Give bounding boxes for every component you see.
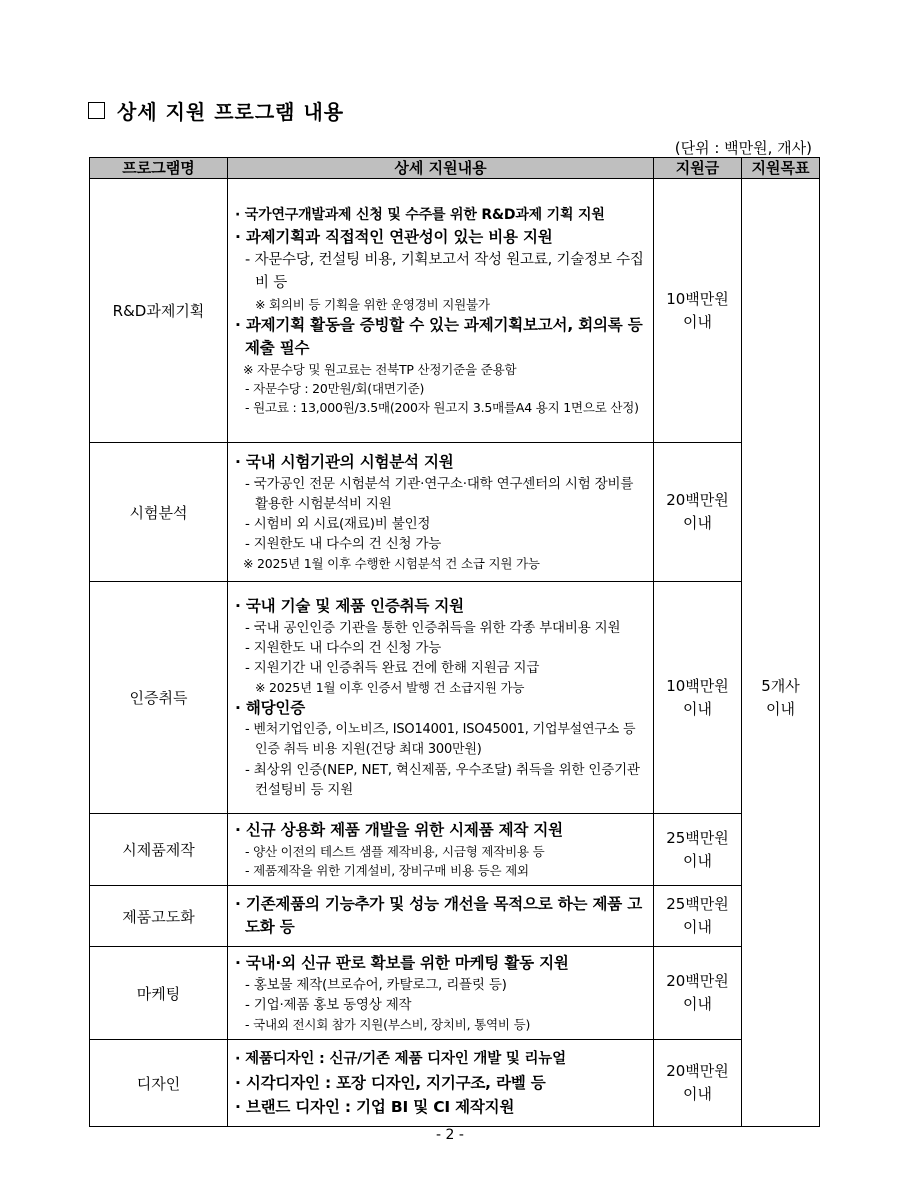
table-row — [90, 814, 820, 886]
column-header-goal: 지원목표 — [742, 158, 820, 179]
detail-bullet: · 브랜드 디자인 : 기업 BI 및 CI 제작지원 — [235, 1098, 515, 1116]
detail-item: - 지원한도 내 다수의 건 신청 가능 — [245, 640, 442, 656]
table-row — [90, 947, 820, 1040]
amount-value: 25백만원 — [666, 895, 729, 913]
detail-item: - 자문수당, 컨설팅 비용, 기획보고서 작성 원고료, 기술정보 수집비 등 — [245, 251, 644, 291]
goal-cell-mid — [742, 947, 820, 1040]
section-heading — [88, 96, 344, 125]
goal-cell — [742, 582, 820, 814]
detail-item: - 최상위 인증(NEP, NET, 혁신제품, 우수조달) 취득을 위한 인증기관 컨설팅비 등 지원 — [245, 762, 640, 798]
detail-bullet: · 기존제품의 기능추가 및 성능 개선을 목적으로 하는 제품 고도화 등 — [235, 895, 643, 936]
amount-suffix: 이내 — [683, 699, 712, 718]
goal-value: 5개사 — [761, 676, 800, 695]
program-detail — [228, 179, 654, 443]
detail-bullet: · 신규 상용화 제품 개발을 위한 시제품 제작 지원 — [235, 821, 563, 839]
amount-cell — [654, 1040, 742, 1127]
column-header-detail: 상세 지원내용 — [228, 158, 654, 179]
table-row — [90, 443, 820, 582]
amount-suffix: 이내 — [683, 1085, 712, 1103]
detail-note: ※ 회의비 등 기획을 위한 운영경비 지원불가 — [255, 296, 490, 312]
detail-item: - 국가공인 전문 시험분석 기관·연구소·대학 연구센터의 시험 장비를 활용한 시험분석비 지원 — [245, 476, 634, 512]
program-detail — [228, 814, 654, 886]
goal-cell-mid — [742, 443, 820, 582]
amount-value: 20백만원 — [666, 491, 729, 509]
program-detail — [228, 443, 654, 582]
detail-bullet: · 과제기획과 직접적인 연관성이 있는 비용 지원 — [235, 227, 553, 246]
amount-suffix: 이내 — [683, 995, 712, 1013]
table-row — [90, 886, 820, 947]
amount-value: 25백만원 — [666, 828, 729, 847]
goal-cell-top — [742, 179, 820, 443]
detail-item: - 제품제작을 위한 기계설비, 장비구매 비용 등은 제외 — [245, 863, 529, 878]
detail-item: - 국내외 전시회 참가 지원(부스비, 장치비, 통역비 등) — [245, 1017, 531, 1032]
goal-cell-mid — [742, 886, 820, 947]
table-row — [90, 1040, 820, 1127]
column-header-program: 프로그램명 — [90, 158, 228, 179]
detail-bullet: · 국내 기술 및 제품 인증취득 지원 — [235, 597, 464, 615]
detail-item: - 지원기간 내 인증취득 완료 건에 한해 지원금 지급 — [245, 660, 540, 676]
table-row — [90, 179, 820, 443]
program-name: 시제품제작 — [90, 814, 228, 886]
detail-note: ※ 2025년 1월 이후 인증서 발행 건 소급지원 가능 — [255, 680, 525, 695]
program-name: 제품고도화 — [90, 886, 228, 947]
program-detail — [228, 1040, 654, 1127]
amount-value: 20백만원 — [666, 972, 729, 990]
detail-item: - 벤처기업인증, 이노비즈, ISO14001, ISO45001, 기업부설연구소 등 인증 취득 비용 지원(건당 최대 300만원) — [245, 722, 636, 757]
page-number: - 2 - — [436, 1127, 464, 1143]
amount-cell — [654, 582, 742, 814]
detail-bullet: · 국내·외 신규 판로 확보를 위한 마케팅 활동 지원 — [235, 954, 569, 972]
amount-value: 10백만원 — [666, 289, 729, 308]
amount-cell — [654, 443, 742, 582]
section-title: 상세 지원 프로그램 내용 — [117, 100, 345, 124]
goal-cell-mid — [742, 814, 820, 886]
table-header-row — [90, 158, 820, 179]
program-name: 마케팅 — [90, 947, 228, 1040]
amount-suffix: 이내 — [683, 312, 712, 331]
table-row — [90, 582, 820, 814]
amount-cell — [654, 947, 742, 1040]
amount-cell — [654, 814, 742, 886]
amount-cell — [654, 179, 742, 443]
detail-item: - 시험비 외 시료(재료)비 불인정 — [245, 516, 431, 532]
checkbox-icon — [88, 102, 105, 119]
detail-item: - 원고료 : 13,000원/3.5매(200자 원고지 3.5매를A4 용지 1면으로 산정) — [245, 399, 639, 415]
program-detail — [228, 947, 654, 1040]
detail-item: - 기업·제품 홍보 동영상 제작 — [245, 997, 412, 1013]
detail-bullet: · 국가연구개발과제 신청 및 수주를 위한 R&D과제 기획 지원 — [235, 206, 605, 223]
amount-value: 20백만원 — [666, 1062, 729, 1080]
detail-bullet: · 시각디자인 : 포장 디자인, 지기구조, 라벨 등 — [235, 1074, 546, 1092]
program-name: 인증취득 — [90, 582, 228, 814]
unit-note: (단위 : 백만원, 개사) — [674, 139, 812, 157]
column-header-amount: 지원금 — [654, 158, 742, 179]
detail-bullet: · 과제기획 활동을 증빙할 수 있는 과제기획보고서, 회의록 등 제출 필수 — [235, 315, 643, 357]
goal-cell-bottom — [742, 1040, 820, 1127]
program-detail — [228, 582, 654, 814]
detail-item: - 지원한도 내 다수의 건 신청 가능 — [245, 536, 442, 552]
amount-cell — [654, 886, 742, 947]
program-table — [89, 157, 820, 1127]
goal-suffix: 이내 — [766, 699, 795, 718]
amount-value: 10백만원 — [666, 676, 729, 695]
detail-note: ※ 자문수당 및 원고료는 전북TP 산정기준을 준용함 — [243, 361, 517, 377]
amount-suffix: 이내 — [683, 851, 712, 870]
detail-bullet: · 제품디자인 : 신규/기존 제품 디자인 개발 및 리뉴얼 — [235, 1051, 566, 1067]
detail-item: - 자문수당 : 20만원/회(대면기준) — [245, 380, 425, 396]
detail-bullet: · 해당인증 — [235, 699, 305, 717]
program-detail — [228, 886, 654, 947]
program-name: 디자인 — [90, 1040, 228, 1127]
detail-item: - 홍보물 제작(브로슈어, 카탈로그, 리플릿 등) — [245, 977, 507, 993]
detail-bullet: · 국내 시험기관의 시험분석 지원 — [235, 453, 454, 471]
program-name: R&D과제기획 — [90, 179, 228, 443]
detail-note: ※ 2025년 1월 이후 수행한 시험분석 건 소급 지원 가능 — [243, 556, 540, 571]
amount-suffix: 이내 — [683, 514, 712, 532]
program-name: 시험분석 — [90, 443, 228, 582]
detail-item: - 양산 이전의 테스트 샘플 제작비용, 시금형 제작비용 등 — [245, 844, 545, 859]
amount-suffix: 이내 — [683, 918, 712, 936]
detail-item: - 국내 공인인증 기관을 통한 인증취득을 위한 각종 부대비용 지원 — [245, 620, 621, 636]
